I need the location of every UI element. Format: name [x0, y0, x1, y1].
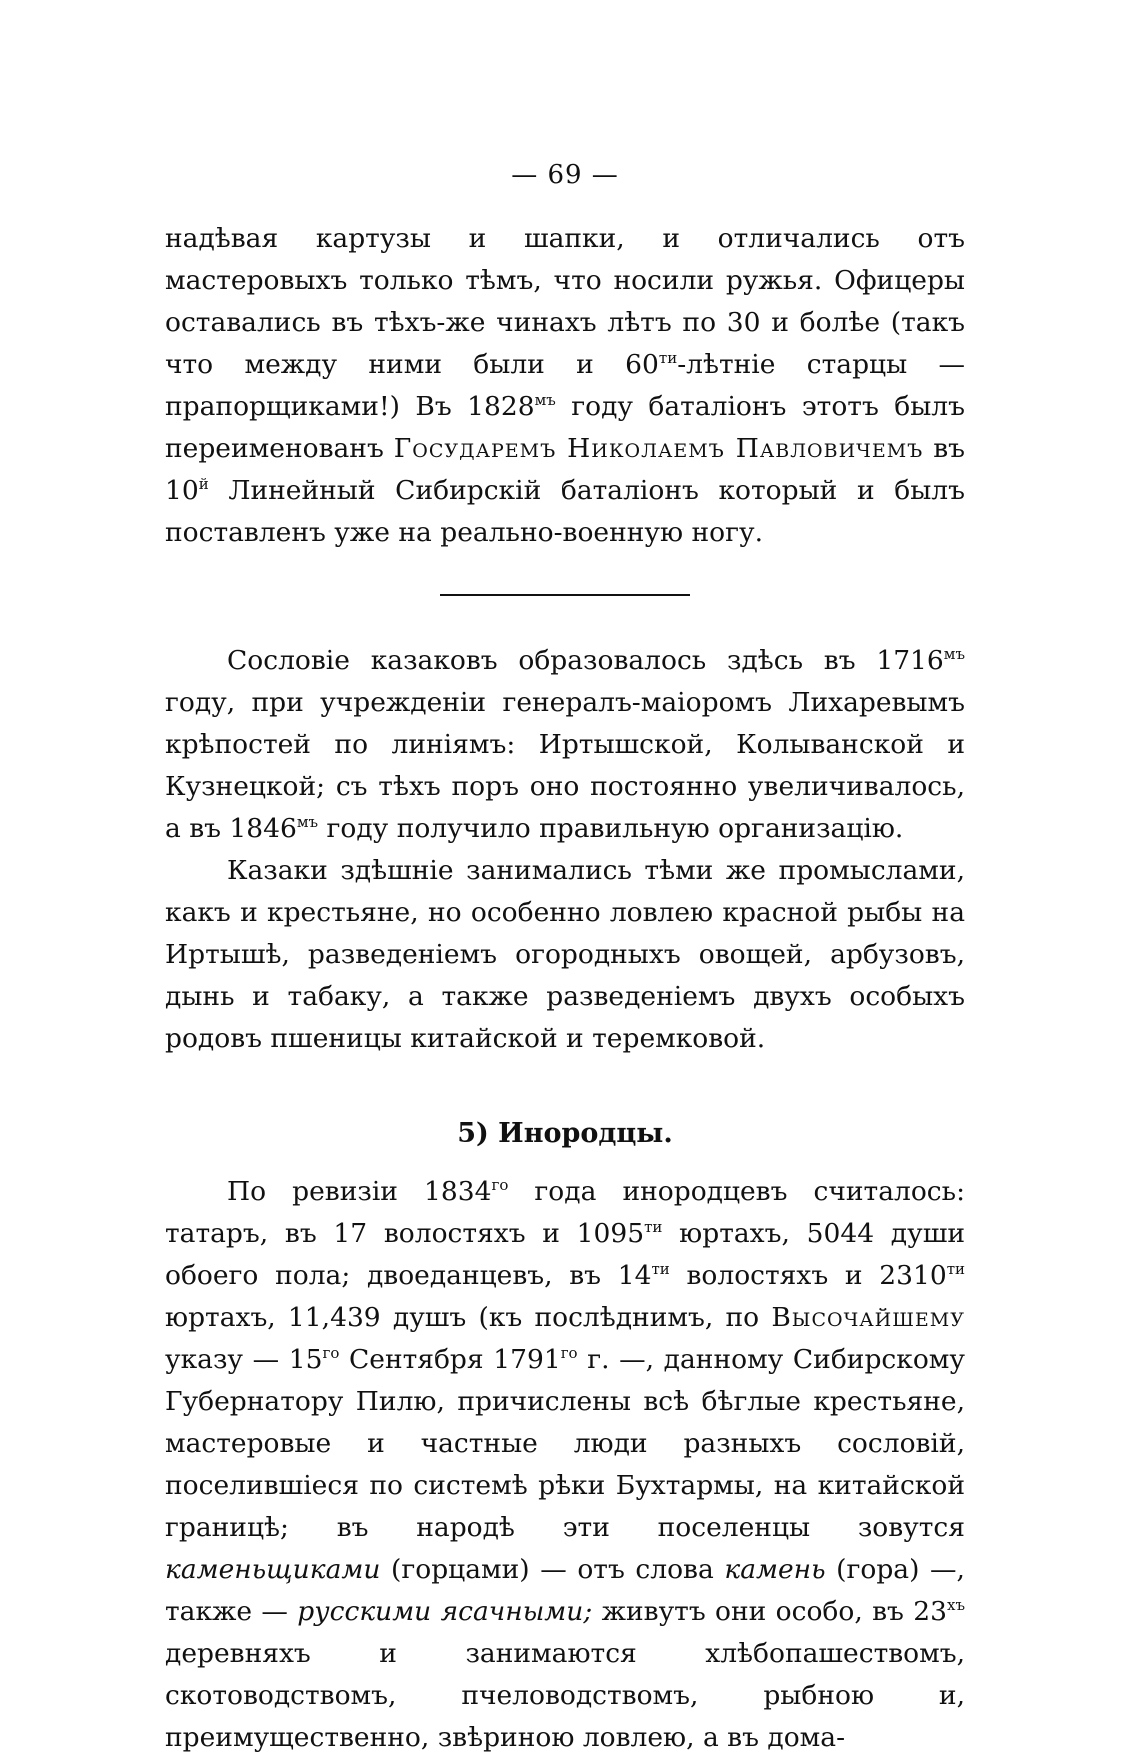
text-segment: юртахъ, 5044 души обоего пола; двоеданцевъ, въ 14: [165, 1217, 965, 1291]
text-segment: живутъ они особо, въ 23: [592, 1595, 947, 1627]
text-segment: Сословіе казаковъ образовалось здѣсь въ 1716: [227, 644, 944, 676]
text-segment: году баталіонъ этотъ былъ переименованъ: [165, 391, 965, 464]
imperial-word: Высочайшему: [771, 1301, 965, 1333]
superscript: мъ: [296, 812, 319, 831]
text-segment: надѣвая картузы и шапки, и отличались отъ мастеровыхъ только тѣмъ, что носили ружья. Офицеры оставались въ тѣхъ-же чинахъ лѣтъ по 30 и болѣе (такъ что между ними были и 60: [165, 223, 965, 380]
text-segment: Линейный Сибирскій баталіонъ который и былъ поставленъ уже на реально-военную ногу.: [165, 475, 965, 548]
superscript: ти: [946, 1259, 965, 1278]
superscript: ти: [658, 349, 678, 368]
section-divider: [440, 594, 690, 596]
superscript: мъ: [943, 644, 965, 663]
italic-term: камень: [724, 1553, 826, 1585]
paragraph-natives: [165, 1171, 965, 1759]
text-segment: указу — 15: [165, 1343, 323, 1375]
italic-term: каменьщиками: [165, 1553, 381, 1585]
text-segment: По ревизіи 1834: [227, 1175, 492, 1207]
paragraph-cossacks-trades: Казаки здѣшніе занимались тѣми же промыслами, какъ и крестьяне, но особенно ловлею красной рыбы на Иртышѣ, разведеніемъ огородныхъ овощей, арбузовъ, дынь и табаку, а также разведеніемъ двухъ особыхъ родовъ пшеницы китайской и теремковой.: [165, 854, 965, 1054]
superscript: й: [198, 475, 209, 494]
text-segment: въ 10: [165, 433, 965, 506]
text-segment: деревняхъ и занимаются хлѣбопашествомъ, скотоводствомъ, пчеловодствомъ, рыбною и, преимущественно, звѣриною ловлею, а въ дома-: [165, 1637, 965, 1753]
superscript: го: [491, 1175, 509, 1194]
text-segment: -лѣтніе старцы — прапорщиками!) Въ 1828: [165, 349, 965, 422]
superscript: го: [322, 1343, 340, 1362]
text-segment: волостяхъ и 2310: [669, 1259, 947, 1291]
section-title: 5) Инородцы.: [457, 1117, 673, 1149]
emperor-name: Государемъ Николаемъ Павловичемъ: [393, 433, 924, 464]
superscript: ти: [651, 1259, 670, 1278]
text-segment: году получило правильную организацію.: [318, 812, 904, 844]
document-page: [165, 160, 965, 1759]
text-segment: Сентября 1791: [339, 1343, 561, 1375]
text-segment: году, при учрежденіи генералъ-маіоромъ Лихаревымъ крѣпостей по линіямъ: Иртышской, Колыванской и Кузнецкой; съ тѣхъ поръ оно постоянно увеличивалось, а въ 1846: [165, 686, 965, 844]
paragraph-cossacks-origin: [165, 640, 965, 850]
italic-term: русскими ясачными;: [297, 1595, 593, 1627]
superscript: мъ: [534, 391, 556, 410]
page-number: — 69 —: [511, 160, 619, 190]
text-segment: г. —, данному Сибирскому Губернатору Пилю, причислены всѣ бѣглые крестьяне, мастеровые и частные люди разныхъ сословій, поселившіеся по системѣ рѣки Бухтармы, на китайской границѣ; въ народѣ эти поселенцы зовутся: [165, 1343, 965, 1543]
paragraph-battalion: [165, 218, 965, 554]
text-segment: года инородцевъ считалось: татаръ, въ 17 волостяхъ и 1095: [165, 1175, 966, 1249]
superscript: хъ: [946, 1595, 965, 1614]
superscript: го: [560, 1343, 578, 1362]
text-segment: (гора) —, также —: [165, 1553, 965, 1627]
text-segment: (горцами) — отъ слова: [380, 1553, 725, 1585]
text-segment: юртахъ, 11,439 душъ (къ послѣднимъ, по: [165, 1301, 772, 1333]
superscript: ти: [644, 1217, 663, 1236]
